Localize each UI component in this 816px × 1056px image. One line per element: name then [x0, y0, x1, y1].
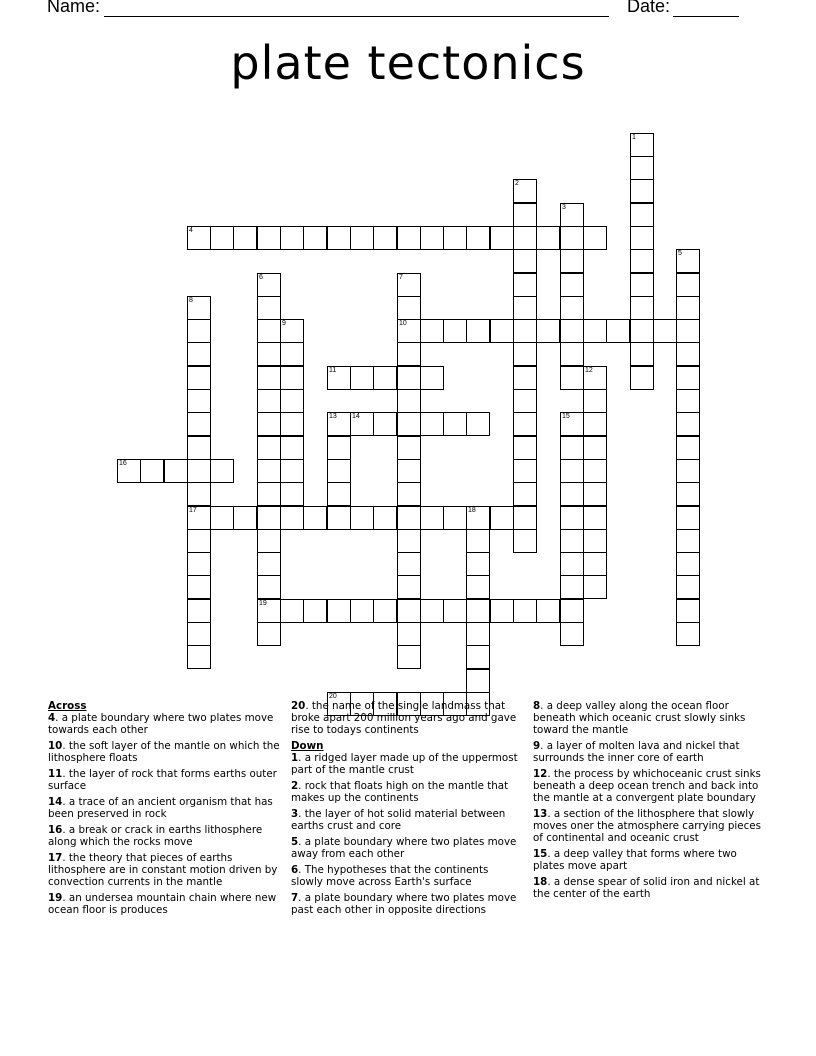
grid-cell[interactable] — [560, 482, 584, 506]
grid-cell[interactable] — [560, 412, 584, 436]
grid-cell[interactable] — [257, 389, 281, 413]
grid-cell[interactable] — [350, 506, 374, 530]
grid-cell[interactable] — [257, 412, 281, 436]
grid-cell[interactable] — [373, 412, 397, 436]
clue-across-14: 14. a trace of an ancient organism that has been preserved in rock — [48, 796, 273, 820]
grid-cell[interactable] — [466, 599, 490, 623]
grid-cell[interactable] — [397, 506, 421, 530]
grid-cell[interactable] — [560, 436, 584, 460]
grid-cell[interactable] — [560, 575, 584, 599]
page-title: plate tectonics — [230, 36, 586, 90]
grid-cell[interactable] — [583, 506, 607, 530]
clue-number: 12 — [585, 367, 593, 374]
grid-cell[interactable] — [630, 296, 654, 320]
clue-number: 1 — [632, 134, 636, 141]
grid-cell[interactable] — [327, 436, 351, 460]
clue-down-5: 5. a plate boundary where two plates move away from each other — [291, 836, 517, 860]
grid-cell[interactable] — [373, 226, 397, 250]
clue-across-10: 10. the soft layer of the mantle on which the lithosphere floats — [48, 740, 280, 764]
grid-cell[interactable] — [420, 506, 444, 530]
grid-cell[interactable] — [420, 226, 444, 250]
clue-number: 17 — [189, 507, 197, 514]
clue-column-1 — [48, 700, 280, 920]
clue-down-3: 3. the layer of hot solid material between earths crust and core — [291, 808, 506, 832]
grid-cell[interactable] — [420, 412, 444, 436]
grid-cell[interactable] — [233, 506, 257, 530]
grid-cell[interactable] — [187, 366, 211, 390]
grid-cell[interactable] — [676, 622, 700, 646]
grid-cell[interactable] — [257, 436, 281, 460]
grid-cell[interactable] — [397, 622, 421, 646]
grid-cell[interactable] — [257, 366, 281, 390]
grid-cell[interactable] — [560, 319, 584, 343]
grid-cell[interactable] — [583, 319, 607, 343]
grid-cell[interactable] — [373, 366, 397, 390]
grid-cell[interactable] — [676, 506, 700, 530]
clue-down-15: 15. a deep valley that forms where two plates move apart — [533, 848, 737, 872]
grid-cell[interactable] — [303, 506, 327, 530]
clue-down-12: 12. the process by whichoceanic crust sinks beneath a deep ocean trench and back into the mantle at a convergent plate boundary — [533, 768, 761, 804]
grid-cell[interactable] — [560, 273, 584, 297]
grid-cell[interactable] — [676, 529, 700, 553]
grid-cell[interactable] — [327, 506, 351, 530]
grid-cell[interactable] — [630, 156, 654, 180]
grid-cell[interactable] — [140, 459, 164, 483]
grid-cell[interactable] — [513, 342, 537, 366]
grid-cell[interactable] — [490, 599, 514, 623]
grid-cell[interactable] — [513, 412, 537, 436]
grid-cell[interactable] — [513, 273, 537, 297]
grid-cell[interactable] — [583, 226, 607, 250]
grid-cell[interactable] — [350, 366, 374, 390]
grid-cell[interactable] — [350, 599, 374, 623]
grid-cell[interactable] — [583, 366, 607, 390]
grid-cell[interactable] — [327, 412, 351, 436]
grid-cell[interactable] — [187, 296, 211, 320]
grid-cell[interactable] — [257, 459, 281, 483]
grid-cell[interactable] — [676, 599, 700, 623]
clue-number: 14 — [352, 413, 360, 420]
grid-cell[interactable] — [257, 319, 281, 343]
grid-cell[interactable] — [513, 319, 537, 343]
grid-cell[interactable] — [560, 366, 584, 390]
grid-cell[interactable] — [536, 599, 560, 623]
grid-cell[interactable] — [513, 249, 537, 273]
grid-cell[interactable] — [397, 575, 421, 599]
grid-cell[interactable] — [466, 669, 490, 693]
grid-cell[interactable] — [257, 342, 281, 366]
grid-cell[interactable] — [187, 482, 211, 506]
grid-cell[interactable] — [187, 645, 211, 669]
clue-across-17: 17. the theory that pieces of earths lithosphere are in constant motion driven by convection currents in the mantle — [48, 852, 278, 888]
grid-cell[interactable] — [397, 366, 421, 390]
grid-cell[interactable] — [327, 226, 351, 250]
grid-cell[interactable] — [397, 482, 421, 506]
grid-cell[interactable] — [187, 226, 211, 250]
grid-cell[interactable] — [466, 645, 490, 669]
grid-cell[interactable] — [513, 599, 537, 623]
grid-cell[interactable] — [466, 552, 490, 576]
grid-cell[interactable] — [560, 552, 584, 576]
clue-number: 18 — [468, 507, 476, 514]
grid-cell[interactable] — [513, 459, 537, 483]
grid-cell[interactable] — [583, 436, 607, 460]
grid-cell[interactable] — [397, 296, 421, 320]
grid-cell[interactable] — [630, 273, 654, 297]
grid-cell[interactable] — [280, 366, 304, 390]
grid-cell[interactable] — [187, 412, 211, 436]
clue-down-7: 7. a plate boundary where two plates move past each other in opposite directions — [291, 892, 517, 916]
clue-number: 19 — [259, 600, 267, 607]
grid-cell[interactable] — [630, 366, 654, 390]
grid-cell[interactable] — [513, 529, 537, 553]
grid-cell[interactable] — [280, 319, 304, 343]
clue-number: 15 — [562, 413, 570, 420]
clue-down-18: 18. a dense spear of solid iron and nickel at the center of the earth — [533, 876, 760, 900]
grid-cell[interactable] — [303, 599, 327, 623]
grid-cell[interactable] — [280, 412, 304, 436]
clue-number: 10 — [399, 320, 407, 327]
clue-number: 11 — [329, 367, 337, 374]
grid-cell[interactable] — [630, 342, 654, 366]
grid-cell[interactable] — [327, 366, 351, 390]
grid-cell[interactable] — [397, 226, 421, 250]
clue-down-9: 9. a layer of molten lava and nickel that surrounds the inner core of earth — [533, 740, 740, 764]
grid-cell[interactable] — [466, 319, 490, 343]
grid-cell[interactable] — [257, 622, 281, 646]
grid-cell[interactable] — [630, 226, 654, 250]
grid-cell[interactable] — [653, 319, 677, 343]
clue-number: 3 — [562, 204, 566, 211]
clue-across-19: 19. an undersea mountain chain where new ocean floor is produces — [48, 892, 277, 916]
grid-cell[interactable] — [187, 459, 211, 483]
grid-cell[interactable] — [280, 599, 304, 623]
grid-cell[interactable] — [443, 506, 467, 530]
grid-cell[interactable] — [210, 226, 234, 250]
clue-number: 5 — [678, 250, 682, 257]
grid-cell[interactable] — [233, 226, 257, 250]
grid-cell[interactable] — [583, 552, 607, 576]
grid-cell[interactable] — [350, 226, 374, 250]
grid-cell[interactable] — [257, 226, 281, 250]
grid-cell[interactable] — [397, 599, 421, 623]
grid-cell[interactable] — [466, 506, 490, 530]
grid-cell[interactable] — [560, 599, 584, 623]
grid-cell[interactable] — [583, 529, 607, 553]
grid-cell[interactable] — [630, 179, 654, 203]
clue-column-2 — [291, 700, 523, 920]
grid-cell[interactable] — [676, 249, 700, 273]
grid-cell[interactable] — [397, 645, 421, 669]
grid-cell[interactable] — [560, 249, 584, 273]
grid-cell[interactable] — [327, 459, 351, 483]
grid-cell[interactable] — [397, 459, 421, 483]
clue-number: 16 — [119, 460, 127, 467]
clue-across-4: 4. a plate boundary where two plates move towards each other — [48, 712, 274, 736]
grid-cell[interactable] — [466, 412, 490, 436]
grid-cell[interactable] — [676, 296, 700, 320]
grid-cell[interactable] — [513, 203, 537, 227]
grid-cell[interactable] — [466, 529, 490, 553]
grid-cell[interactable] — [327, 482, 351, 506]
grid-cell[interactable] — [583, 482, 607, 506]
grid-cell[interactable] — [257, 506, 281, 530]
clue-down-2: 2. rock that floats high on the mantle that makes up the continents — [291, 780, 509, 804]
grid-cell[interactable] — [560, 529, 584, 553]
grid-cell[interactable] — [397, 529, 421, 553]
clue-across-11: 11. the layer of rock that forms earths outer surface — [48, 768, 277, 792]
grid-cell[interactable] — [420, 319, 444, 343]
grid-cell[interactable] — [490, 226, 514, 250]
grid-cell[interactable] — [187, 506, 211, 530]
clue-number: 6 — [259, 274, 263, 281]
grid-cell[interactable] — [280, 459, 304, 483]
grid-cell[interactable] — [257, 575, 281, 599]
grid-cell[interactable] — [513, 436, 537, 460]
grid-cell[interactable] — [397, 412, 421, 436]
grid-cell[interactable] — [466, 575, 490, 599]
grid-cell[interactable] — [513, 366, 537, 390]
grid-cell[interactable] — [257, 529, 281, 553]
grid-cell[interactable] — [303, 226, 327, 250]
clue-down-13: 13. a section of the lithosphere that slowly moves oner the atmosphere carrying pieces of continental and oceanic crust — [533, 808, 761, 844]
clue-number: 20 — [329, 693, 337, 700]
grid-cell[interactable] — [536, 319, 560, 343]
grid-cell[interactable] — [443, 412, 467, 436]
grid-cell[interactable] — [630, 319, 654, 343]
clue-down-1: 1. a ridged layer made up of the uppermost part of the mantle crust — [291, 752, 518, 776]
grid-cell[interactable] — [513, 179, 537, 203]
grid-cell[interactable] — [280, 506, 304, 530]
grid-cell[interactable] — [327, 599, 351, 623]
grid-cell[interactable] — [536, 226, 560, 250]
clue-down-6: 6. The hypotheses that the continents slowly move across Earth's surface — [291, 864, 489, 888]
grid-cell[interactable] — [630, 249, 654, 273]
grid-cell[interactable] — [560, 296, 584, 320]
grid-cell[interactable] — [443, 319, 467, 343]
grid-cell[interactable] — [583, 389, 607, 413]
clue-column-3 — [533, 700, 765, 904]
grid-cell[interactable] — [210, 459, 234, 483]
down-heading: Down — [291, 740, 324, 752]
grid-cell[interactable] — [676, 366, 700, 390]
grid-cell[interactable] — [187, 319, 211, 343]
clue-number: 2 — [515, 180, 519, 187]
across-heading: Across — [48, 700, 87, 712]
clue-across-20: 20. the name of the single landmass that broke apart 200 million years ago and gave rise to todays continents — [291, 700, 517, 736]
grid-cell[interactable] — [560, 459, 584, 483]
clue-number: 7 — [399, 274, 403, 281]
grid-cell[interactable] — [420, 599, 444, 623]
clue-number: 8 — [189, 297, 193, 304]
grid-cell[interactable] — [443, 599, 467, 623]
grid-cell[interactable] — [257, 273, 281, 297]
grid-cell[interactable] — [513, 226, 537, 250]
grid-cell[interactable] — [257, 296, 281, 320]
grid-cell[interactable] — [280, 436, 304, 460]
grid-cell[interactable] — [397, 273, 421, 297]
grid-cell[interactable] — [280, 389, 304, 413]
grid-cell[interactable] — [187, 575, 211, 599]
grid-cell[interactable] — [676, 319, 700, 343]
grid-cell[interactable] — [420, 366, 444, 390]
grid-cell[interactable] — [676, 273, 700, 297]
grid-cell[interactable] — [397, 389, 421, 413]
date-label: Date: — [627, 0, 671, 16]
grid-cell[interactable] — [513, 389, 537, 413]
grid-cell[interactable] — [560, 622, 584, 646]
clue-number: 13 — [329, 413, 337, 420]
grid-cell[interactable] — [513, 506, 537, 530]
grid-cell[interactable] — [676, 436, 700, 460]
grid-cell[interactable] — [164, 459, 188, 483]
grid-cell[interactable] — [513, 296, 537, 320]
clue-number: 9 — [282, 320, 286, 327]
grid-cell[interactable] — [676, 412, 700, 436]
grid-cell[interactable] — [280, 482, 304, 506]
grid-cell[interactable] — [187, 436, 211, 460]
grid-cell[interactable] — [560, 226, 584, 250]
grid-cell[interactable] — [676, 575, 700, 599]
clue-down-8: 8. a deep valley along the ocean floor beneath which oceanic crust slowly sinks toward the mantle — [533, 700, 746, 736]
grid-cell[interactable] — [466, 622, 490, 646]
grid-cell[interactable] — [397, 342, 421, 366]
grid-cell[interactable] — [373, 599, 397, 623]
grid-cell[interactable] — [187, 529, 211, 553]
clue-across-16: 16. a break or crack in earths lithosphere along which the rocks move — [48, 824, 263, 848]
grid-cell[interactable] — [187, 342, 211, 366]
grid-cell[interactable] — [630, 203, 654, 227]
grid-cell[interactable] — [210, 506, 234, 530]
grid-cell[interactable] — [676, 552, 700, 576]
grid-cell[interactable] — [397, 436, 421, 460]
grid-cell[interactable] — [560, 506, 584, 530]
grid-cell[interactable] — [373, 506, 397, 530]
grid-cell[interactable] — [443, 226, 467, 250]
grid-cell[interactable] — [187, 552, 211, 576]
grid-cell[interactable] — [583, 459, 607, 483]
name-label: Name: — [47, 0, 101, 16]
grid-cell[interactable] — [630, 133, 654, 157]
grid-cell[interactable] — [676, 482, 700, 506]
grid-cell[interactable] — [280, 342, 304, 366]
grid-cell[interactable] — [676, 342, 700, 366]
grid-cell[interactable] — [397, 552, 421, 576]
grid-cell[interactable] — [490, 506, 514, 530]
clue-number: 4 — [189, 227, 193, 234]
grid-cell[interactable] — [187, 599, 211, 623]
grid-cell[interactable] — [676, 389, 700, 413]
grid-cell[interactable] — [117, 459, 141, 483]
grid-cell[interactable] — [257, 482, 281, 506]
grid-cell[interactable] — [257, 552, 281, 576]
grid-cell[interactable] — [490, 319, 514, 343]
grid-cell[interactable] — [560, 342, 584, 366]
grid-cell[interactable] — [606, 319, 630, 343]
grid-cell[interactable] — [397, 319, 421, 343]
grid-cell[interactable] — [187, 622, 211, 646]
grid-cell[interactable] — [676, 459, 700, 483]
grid-cell[interactable] — [583, 412, 607, 436]
grid-cell[interactable] — [583, 575, 607, 599]
grid-cell[interactable] — [466, 226, 490, 250]
grid-cell[interactable] — [350, 412, 374, 436]
grid-cell[interactable] — [257, 599, 281, 623]
grid-cell[interactable] — [513, 482, 537, 506]
grid-cell[interactable] — [187, 389, 211, 413]
grid-cell[interactable] — [280, 226, 304, 250]
grid-cell[interactable] — [560, 203, 584, 227]
